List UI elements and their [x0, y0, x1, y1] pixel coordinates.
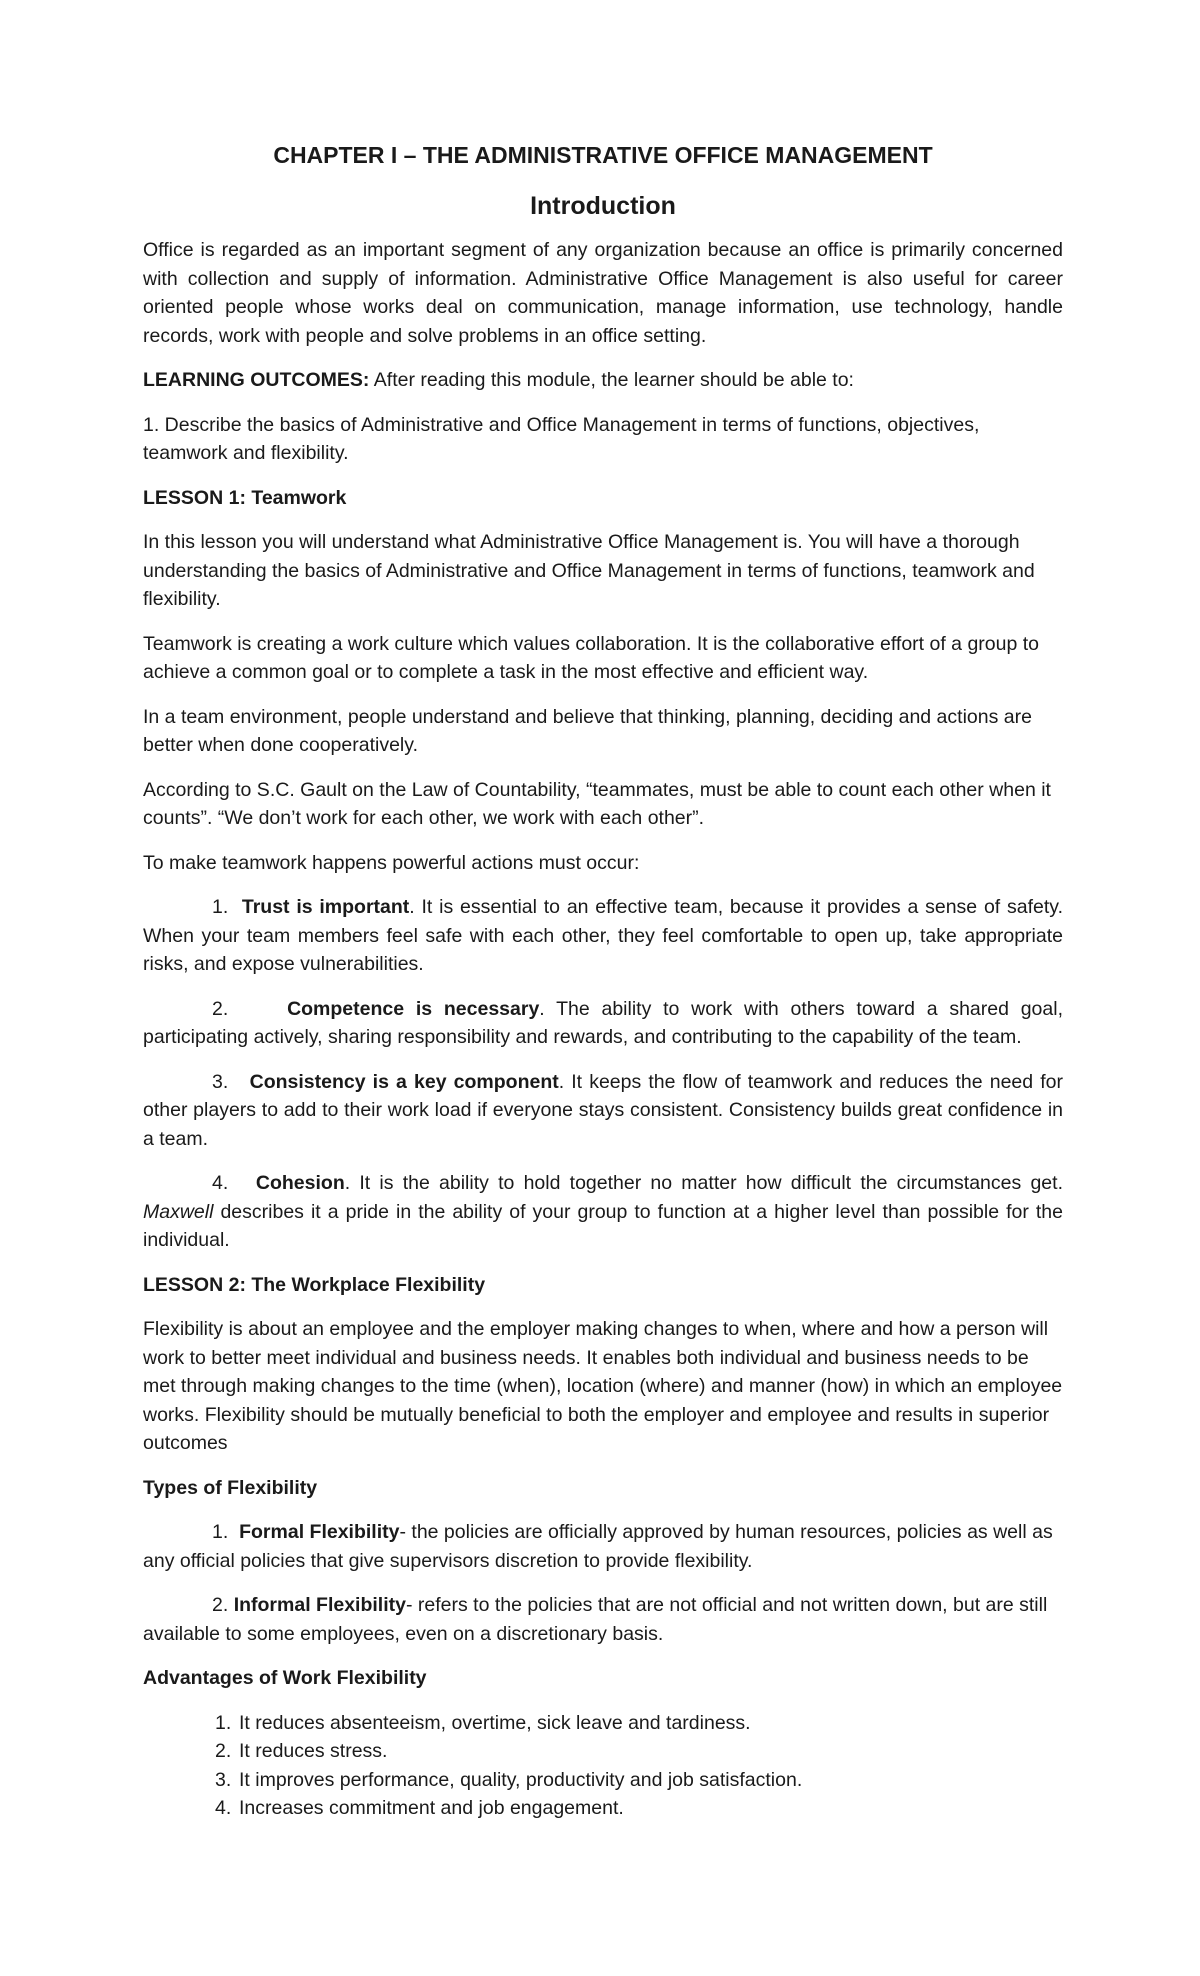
flexibility-type — [143, 1518, 1063, 1575]
flexibility-type-text: - refers to the policies that are not official and not written down, but are still available to some employees, even on a discretionary basis. — [143, 1594, 1048, 1645]
teamwork-item-number: 4. — [212, 1172, 229, 1194]
teamwork-item-title: Consistency is a key component — [249, 1070, 559, 1093]
list-item-number: 3. — [215, 1768, 232, 1791]
list-item — [215, 1709, 1063, 1738]
flexibility-type-title: Informal Flexibility — [233, 1594, 406, 1616]
flexibility-type — [143, 1591, 1063, 1648]
lesson1-paragraph-4: According to S.C. Gault on the Law of Countability, “teammates, must be able to count each other when it counts”. “We don’t work for each other, we work with each other”. — [143, 778, 1051, 829]
chapter-title: CHAPTER I – THE ADMINISTRATIVE OFFICE MANAGEMENT — [273, 142, 933, 168]
teamwork-item-number: 2. — [212, 997, 229, 1020]
list-item — [215, 1766, 1063, 1795]
lesson1-paragraph-5: To make teamwork happens powerful actions must occur: — [143, 851, 640, 874]
lesson1-paragraph-2: Teamwork is creating a work culture which values collaboration. It is the collaborative effort of a group to achieve a common goal or to complete a task in the most effective and efficient way. — [143, 632, 1040, 683]
learning-outcomes-label: LEARNING OUTCOMES: — [143, 369, 370, 391]
types-heading: Types of Flexibility — [143, 1476, 318, 1499]
document-page — [143, 140, 1063, 1823]
teamwork-item-text: describes it a pride in the ability of your group to function at a higher level than possible for the individual. — [143, 1200, 1063, 1251]
flexibility-type-number: 2. — [212, 1594, 229, 1616]
list-item-text: It reduces absenteeism, overtime, sick leave and tardiness. — [239, 1711, 751, 1734]
teamwork-item-italic: Maxwell — [143, 1200, 214, 1223]
intro-title: Introduction — [530, 192, 676, 220]
learning-outcomes — [143, 366, 1063, 395]
teamwork-item-title: Competence is necessary — [287, 997, 540, 1020]
lesson2-heading: LESSON 2: The Workplace Flexibility — [143, 1273, 486, 1296]
teamwork-item-text: . It keeps the flow of teamwork and reduces the need for other players to add to their work load if everyone stays consistent. Consistency builds great confidence in a team. — [143, 1070, 1063, 1150]
list-item — [215, 1794, 1063, 1823]
intro-paragraph: Office is regarded as an important segment of any organization because an office is primarily concerned with collection and supply of information. Administrative Office Management is also useful for career oriented people whose works deal on communication, manage information, use technology, handle records, work with people and solve problems in an office setting. — [143, 239, 1063, 347]
advantages-list — [143, 1709, 1063, 1823]
teamwork-item-text: . It is the ability to hold together no matter how difficult the circumstances get. — [344, 1172, 1063, 1194]
flexibility-type-number: 1. — [212, 1521, 229, 1543]
teamwork-item-number: 1. — [212, 896, 229, 918]
teamwork-item-title: Cohesion — [255, 1172, 345, 1194]
list-item-text: Increases commitment and job engagement. — [239, 1797, 624, 1819]
teamwork-item — [143, 1169, 1063, 1255]
learning-outcome-item: 1. Describe the basics of Administrative and Office Management in terms of functions, objectives, teamwork and flexibility. — [143, 413, 980, 464]
list-item-number: 4. — [215, 1797, 232, 1819]
list-item-number: 2. — [215, 1740, 232, 1762]
teamwork-item — [143, 1068, 1063, 1154]
list-item-text: It improves performance, quality, productivity and job satisfaction. — [239, 1768, 803, 1791]
flexibility-type-text: - the policies are officially approved by human resources, policies as well as any official policies that give supervisors discretion to provide flexibility. — [143, 1521, 1053, 1572]
lesson2-paragraph-1: Flexibility is about an employee and the employer making changes to when, where and how a person will work to better meet individual and business needs. It enables both individual and business needs to be met through making changes to the time (when), location (where) and manner (how) in which an employee works. Flexibility should be mutually beneficial to both the employer and employee and results in superior outcomes — [143, 1318, 1063, 1454]
teamwork-item — [143, 995, 1063, 1052]
list-item-number: 1. — [215, 1711, 232, 1734]
advantages-heading: Advantages of Work Flexibility — [143, 1667, 427, 1689]
teamwork-item — [143, 893, 1063, 979]
lesson1-heading: LESSON 1: Teamwork — [143, 486, 347, 509]
lesson1-paragraph-1: In this lesson you will understand what Administrative Office Management is. You will have a thorough understanding the basics of Administrative and Office Management in terms of functions, teamwork and flexibility. — [143, 531, 1035, 610]
list-item — [215, 1737, 1063, 1766]
teamwork-item-text: . The ability to work with others toward a shared goal, participating actively, sharing responsibility and rewards, and contributing to the capability of the team. — [143, 997, 1063, 1048]
flexibility-type-title: Formal Flexibility — [239, 1521, 400, 1543]
lesson1-paragraph-3: In a team environment, people understand and believe that thinking, planning, deciding and actions are better when done cooperatively. — [143, 705, 1032, 756]
learning-outcomes-text: After reading this module, the learner should be able to: — [369, 369, 854, 391]
teamwork-item-number: 3. — [212, 1070, 229, 1093]
list-item-text: It reduces stress. — [239, 1740, 388, 1762]
teamwork-item-text: . It is essential to an effective team, because it provides a sense of safety. When your team members feel safe with each other, they feel comfortable to open up, take appropriate risks, and expose vulnerabilities. — [143, 896, 1063, 975]
teamwork-item-title: Trust is important — [241, 896, 410, 918]
